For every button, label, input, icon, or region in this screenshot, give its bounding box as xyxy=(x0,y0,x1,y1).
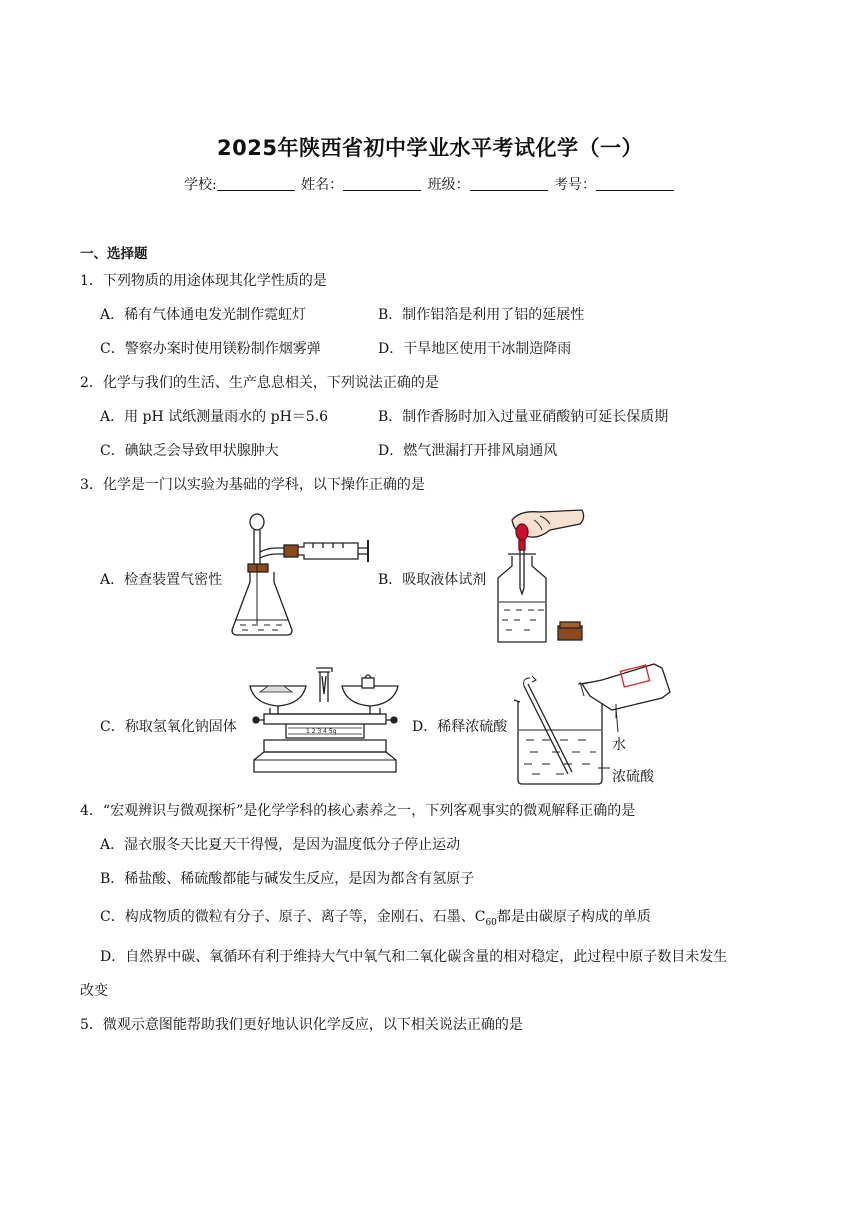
student-info-line xyxy=(0,174,860,194)
svg-text:1 2 3 4 5g: 1 2 3 4 5g xyxy=(306,728,337,735)
school-blank[interactable] xyxy=(217,176,295,191)
question-3-stem: 3．化学是一门以实验为基础的学科，以下操作正确的是 xyxy=(80,477,425,493)
question-2-stem: 2．化学与我们的生活、生产息息相关，下列说法正确的是 xyxy=(80,375,439,391)
c60-formula: C xyxy=(474,909,486,925)
question-1-option-a[interactable]: A．稀有气体通电发光制作霓虹灯 xyxy=(100,307,307,323)
option-c-text: C．构成物质的微粒有分子、原子、离子等，金刚石、石墨、 xyxy=(100,909,475,925)
question-4-option-c[interactable] xyxy=(100,906,651,928)
question-3-option-a[interactable]: A．检查装置气密性 xyxy=(100,572,223,588)
question-4-option-a[interactable]: A．湿衣服冬天比夏天干得慢，是因为温度低分子停止运动 xyxy=(100,837,461,853)
dropper-bottle-figure xyxy=(490,506,590,648)
class-blank[interactable] xyxy=(470,176,548,191)
section-heading: 一、选择题 xyxy=(80,246,148,262)
question-3-option-b[interactable]: B．吸取液体试剂 xyxy=(378,572,487,588)
question-4-stem: 4．“宏观辨识与微观探析”是化学学科的核心素养之一，下列客观事实的微观解释正确的是 xyxy=(80,803,636,819)
page-title: 2025年陕西省初中学业水平考试化学（一） xyxy=(217,136,643,160)
concentrated-acid-label: 浓硫酸 xyxy=(612,769,654,785)
question-5-stem: 5．微观示意图能帮助我们更好地认识化学反应，以下相关说法正确的是 xyxy=(80,1017,523,1033)
question-3-option-c[interactable]: C．称取氢氧化钠固体 xyxy=(100,719,237,735)
question-3-option-d[interactable]: D．稀释浓硫酸 xyxy=(412,719,508,735)
number-blank[interactable] xyxy=(596,176,674,191)
name-blank[interactable] xyxy=(343,176,421,191)
question-1-stem: 1．下列物质的用途体现其化学性质的是 xyxy=(80,273,327,289)
name-label: 姓名： xyxy=(301,177,344,193)
balance-scale-figure xyxy=(246,664,404,780)
c60-subscript: 60 xyxy=(485,917,497,928)
question-2-option-d[interactable]: D．燃气泄漏打开排风扇通风 xyxy=(378,443,558,459)
class-label: 班级： xyxy=(427,177,470,193)
question-1-option-c[interactable]: C．警察办案时使用镁粉制作烟雾弹 xyxy=(100,341,321,357)
question-4-option-d-cont: 改变 xyxy=(80,983,108,999)
number-label: 考号： xyxy=(554,177,597,193)
question-2-option-a[interactable]: A．用 pH 试纸测量雨水的 pH＝5.6 xyxy=(100,409,329,425)
question-4-option-d[interactable]: D．自然界中碳、氧循环有利于维持大气中氧气和二氧化碳含量的相对稳定，此过程中原子数目未发生 xyxy=(100,949,728,965)
question-4-option-b[interactable]: B．稀盐酸、稀硫酸都能与碱发生反应，是因为都含有氢原子 xyxy=(100,871,475,887)
school-label: 学校: xyxy=(183,177,217,193)
question-2-option-b[interactable]: B．制作香肠时加入过量亚硝酸钠可延长保质期 xyxy=(378,409,669,425)
question-1-option-d[interactable]: D．干旱地区使用干冰制造降雨 xyxy=(378,341,572,357)
question-2-option-c[interactable]: C．碘缺乏会导致甲状腺肿大 xyxy=(100,443,279,459)
question-1-option-b[interactable]: B．制作铝箔是利用了铝的延展性 xyxy=(378,307,585,323)
airtightness-check-figure xyxy=(228,512,378,640)
water-label: 水 xyxy=(612,737,626,753)
option-c-text-end: 都是由碳原子构成的单质 xyxy=(496,909,651,925)
